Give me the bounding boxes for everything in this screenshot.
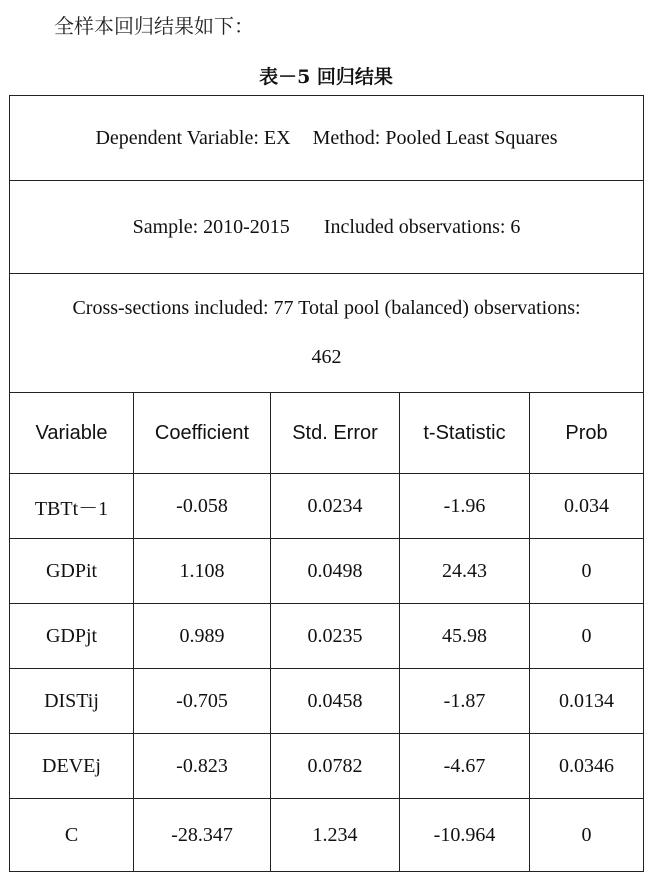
- table-row: [10, 669, 644, 734]
- summary-cell-model: [10, 96, 644, 181]
- cell-coefficient: 1.108: [134, 539, 271, 604]
- header-variable: Variable: [10, 393, 134, 474]
- cell-t-statistic: 24.43: [400, 539, 530, 604]
- cell-prob: 0.034: [530, 474, 644, 539]
- cell-variable: TBTt－1: [10, 474, 134, 539]
- header-std-error: Std. Error: [271, 393, 400, 474]
- header-prob: Prob: [530, 393, 644, 474]
- cell-coefficient: -0.705: [134, 669, 271, 734]
- cross-sections: Cross-sections included: 77 Total pool (balanced) observations:: [72, 297, 581, 319]
- summary-cell-cross-sections: [10, 274, 644, 393]
- cell-t-statistic: -4.67: [400, 734, 530, 799]
- summary-row-sample: [10, 181, 644, 274]
- table-row: [10, 539, 644, 604]
- cell-variable: DEVEj: [10, 734, 134, 799]
- cell-coefficient: -0.823: [134, 734, 271, 799]
- header-t-statistic: t-Statistic: [400, 393, 530, 474]
- header-row: [10, 393, 644, 474]
- cell-coefficient: 0.989: [134, 604, 271, 669]
- cell-std-error: 0.0458: [271, 669, 400, 734]
- cell-prob: 0.0346: [530, 734, 644, 799]
- cell-prob: 0: [530, 604, 644, 669]
- dependent-variable: Dependent Variable: EX: [95, 126, 291, 149]
- summary-cell-sample: [10, 181, 644, 274]
- table-row: [10, 604, 644, 669]
- cell-prob: 0: [530, 799, 644, 872]
- cell-prob: 0.0134: [530, 669, 644, 734]
- summary-row-cross-sections: [10, 274, 644, 393]
- cell-coefficient: -0.058: [134, 474, 271, 539]
- table-row: [10, 474, 644, 539]
- cell-variable: DISTij: [10, 669, 134, 734]
- sample: Sample: 2010-2015: [132, 215, 290, 238]
- cell-t-statistic: 45.98: [400, 604, 530, 669]
- cell-variable: GDPjt: [10, 604, 134, 669]
- cell-prob: 0: [530, 539, 644, 604]
- cell-t-statistic: -10.964: [400, 799, 530, 872]
- cell-std-error: 0.0782: [271, 734, 400, 799]
- header-coefficient: Coefficient: [134, 393, 271, 474]
- summary-row-model: [10, 96, 644, 181]
- regression-table: [9, 95, 644, 872]
- cell-std-error: 1.234: [271, 799, 400, 872]
- cell-coefficient: -28.347: [134, 799, 271, 872]
- cell-std-error: 0.0235: [271, 604, 400, 669]
- table-row: [10, 734, 644, 799]
- cell-t-statistic: -1.96: [400, 474, 530, 539]
- table-row: [10, 799, 644, 872]
- cell-variable: GDPit: [10, 539, 134, 604]
- cell-std-error: 0.0498: [271, 539, 400, 604]
- cell-variable: C: [10, 799, 134, 872]
- table-caption: 表－5 回归结果: [259, 66, 393, 88]
- method: Method: Pooled Least Squares: [312, 126, 558, 149]
- included-observations: Included observations: 6: [323, 215, 521, 238]
- intro-text: 全样本回归结果如下：: [54, 14, 254, 38]
- cell-t-statistic: -1.87: [400, 669, 530, 734]
- cell-std-error: 0.0234: [271, 474, 400, 539]
- total-observations: 462: [311, 346, 342, 368]
